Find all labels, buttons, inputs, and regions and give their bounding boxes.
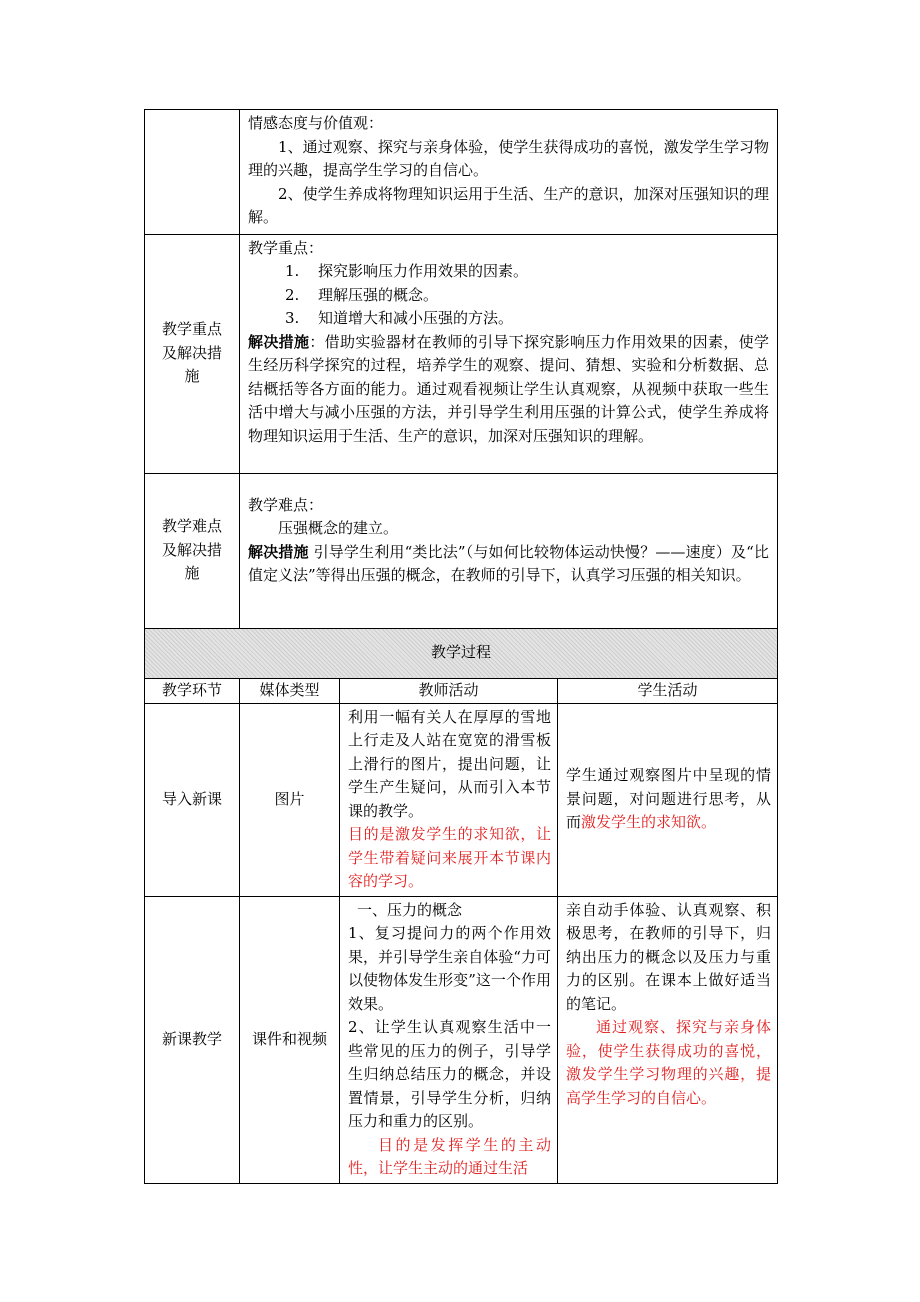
process-title-row [145, 628, 778, 678]
key-points-label: 教学重点及解决措施 [145, 234, 240, 473]
values-paragraph-1: 1、通过观察、探究与亲身体验，使学生获得成功的喜悦，激发学生学习物理的兴趣，提高学生学习的自信心。 [248, 137, 770, 179]
media-cell: 课件和视频 [240, 896, 340, 1183]
difficulties-heading: 教学难点： [248, 495, 324, 514]
measures-text: ：借助实验器材在教师的引导下探究影响压力作用效果的因素，使学生经历科学探究的过程，培养学生的观察、提问、猜想、实验和分析数据、总结概括等各方面的能力。通过观看视频让学生认真观察，从视频中获取一些生活中增大与减小压强的方法，并引导学生利用压强的计算公式，使学生养成将物理知识运用于生活、生产的意识，加深对压强知识的理解。 [248, 332, 770, 445]
key-point-item: 3. 知道增大和减小压强的方法。 [285, 309, 514, 327]
header-teacher: 教师活动 [340, 678, 558, 703]
measures-label: 解决措施 [248, 332, 310, 351]
stage-cell: 新课教学 [145, 896, 240, 1183]
teacher-activity-purpose: 目的是激发学生的求知欲，让学生带着疑问来展开本节课内容的学习。 [348, 825, 551, 890]
table-row [145, 703, 778, 896]
lesson-plan-table [144, 109, 778, 1184]
values-row [145, 110, 778, 235]
student-activity-text: 学生通过观察图片中呈现的情景问题，对问题进行思考，从而 [566, 766, 772, 832]
key-point-item: 1. 探究影响压力作用效果的因素。 [285, 262, 529, 280]
values-label-cell [145, 110, 240, 235]
measures-text: 引导学生利用“类比法”（与如何比较物体运动快慢？——速度）及“比值定义法”等得出压强的概念，在教师的引导下，认真学习压强的相关知识。 [248, 542, 770, 584]
teacher-activity-cell [340, 896, 558, 1183]
stage-cell: 导入新课 [145, 703, 240, 896]
teacher-activity-paragraph-2: 2、让学生认真观察生活中一些常见的压力的例子，引导学生归纳总结压力的概念，并设置情景，引导学生分析，归纳压力和重力的区别。 [348, 1018, 551, 1130]
table-row [145, 896, 778, 1183]
difficulties-content-cell [240, 473, 778, 628]
values-content-cell [240, 110, 778, 235]
student-activity-purpose: 激发学生的求知欲。 [581, 813, 717, 832]
measures-label: 解决措施 [248, 542, 309, 561]
student-activity-text: 亲自动手体验、认真观察、积极思考，在教师的引导下，归纳出压力的概念以及压力与重力的区别。在课本上做好适当的笔记。 [566, 900, 772, 1013]
student-activity-cell [558, 703, 778, 896]
values-paragraph-2: 2、使学生养成将物理知识运用于生活、生产的意识，加深对压强知识的理解。 [248, 184, 770, 226]
difficulties-label: 教学难点及解决措施 [145, 473, 240, 628]
process-title: 教学过程 [145, 628, 778, 678]
student-activity-purpose: 通过观察、探究与亲身体验，使学生获得成功的喜悦，激发学生学习物理的兴趣，提高学生学习的自信心。 [566, 1018, 772, 1107]
difficulties-item: 压强概念的建立。 [278, 519, 399, 537]
difficulties-measures [248, 541, 769, 588]
document-page [144, 109, 777, 1184]
teacher-activity-text: 利用一幅有关人在厚厚的雪地上行走及人站在宽宽的滑雪板上滑行的图片，提出问题，让学生产生疑问，从而引入本节课的教学。 [348, 707, 551, 820]
process-header-row [145, 678, 778, 703]
header-stage: 教学环节 [145, 678, 240, 703]
key-point-item: 2. 理解压强的概念。 [285, 285, 439, 304]
key-points-heading: 教学重点： [248, 238, 324, 257]
teacher-activity-title: 一、压力的概念 [357, 900, 463, 919]
media-cell: 图片 [240, 703, 340, 896]
header-media: 媒体类型 [240, 678, 340, 703]
teacher-activity-paragraph-1: 1、复习提问力的两个作用效果，并引导学生亲自体验“力可以使物体发生形变”这一个作用效果。 [348, 924, 551, 1013]
teacher-activity-cell [340, 703, 558, 896]
header-student: 学生活动 [558, 678, 778, 703]
teacher-activity-purpose: 目的是发挥学生的主动性，让学生主动的通过生活 [348, 1135, 551, 1177]
values-heading: 情感态度与价值观： [248, 114, 384, 132]
key-points-row [145, 234, 778, 473]
key-points-content-cell [240, 234, 778, 473]
student-activity-cell [558, 896, 778, 1183]
key-points-measures [248, 331, 769, 449]
difficulties-row [145, 473, 778, 628]
